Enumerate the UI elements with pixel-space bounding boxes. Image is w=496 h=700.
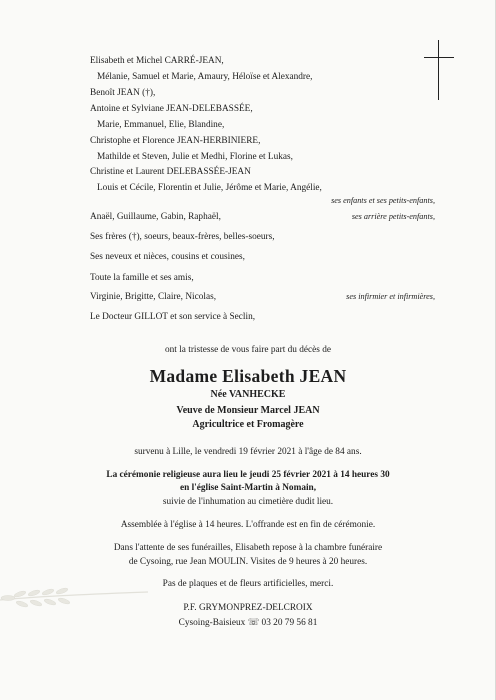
family-line: Antoine et Sylviane JEAN-DELEBASSÉE, — [90, 104, 253, 114]
ceremony-line-1: La cérémonie religieuse aura lieu le jeudi 25 février 2021 à 14 heures 30 — [106, 470, 390, 480]
funeral-home-contact: Cysoing-Baisieux ☏ 03 20 79 56 81 — [178, 618, 318, 628]
rest-line-2: de Cysoing, rue Jean MOULIN. Visites de 9 heures à 20 heures. — [128, 557, 368, 567]
maiden-name: Née VANHECKE — [210, 389, 286, 400]
family-line: Marie, Emmanuel, Elie, Blandine, — [97, 120, 225, 130]
family-line: Elisabeth et Michel CARRÉ-JEAN, — [90, 56, 224, 66]
assembly-text: Assemblée à l'église à 14 heures. L'offrande est en fin de cérémonie. — [120, 520, 376, 530]
family-line: Louis et Cécile, Florentin et Julie, Jérôme et Marie, Angélie, — [97, 183, 322, 193]
ceremony-line-2: en l'église Saint-Martin à Nomain, — [179, 483, 317, 493]
family-line: Mathilde et Steven, Julie et Medhi, Florine et Lukas, — [97, 152, 293, 162]
deceased-name: Madame Elisabeth JEAN — [149, 366, 347, 386]
cross-icon — [424, 40, 454, 100]
flowers-text: Pas de plaques et de fleurs artificielles, merci. — [162, 579, 334, 589]
family-line: Benoît JEAN (†), — [90, 88, 156, 98]
wheat-decoration-icon — [0, 578, 150, 618]
burial-text: suivie de l'inhumation au cimetière dudit lieu. — [162, 497, 334, 507]
widow-of: Veuve de Monsieur Marcel JEAN — [176, 405, 320, 416]
family-line: Mélanie, Samuel et Marie, Amaury, Héloïse et Alexandre, — [97, 72, 313, 82]
intro-text: ont la tristesse de vous faire part du décès de — [165, 345, 331, 355]
family-line: Ses neveux et nièces, cousins et cousines, — [90, 252, 245, 262]
family-line: Ses frères (†), soeurs, beaux-frères, belles-soeurs, — [90, 232, 275, 242]
family-line: Virginie, Brigitte, Claire, Nicolas, — [90, 292, 217, 302]
nurses-annotation: ses infirmier et infirmières, — [346, 292, 435, 301]
children-annotation: ses enfants et ses petits-enfants, — [331, 196, 435, 205]
family-line: Christine et Laurent DELEBASSÉE-JEAN — [90, 167, 251, 177]
family-line: Anaël, Guillaume, Gabin, Raphaël, — [90, 212, 221, 222]
funeral-home: P.F. GRYMONPREZ-DELCROIX — [183, 603, 313, 613]
family-line: Toute la famille et ses amis, — [90, 273, 194, 283]
family-line: Christophe et Florence JEAN-HERBINIERE, — [90, 136, 261, 146]
family-line: Le Docteur GILLOT et son service à Seclin, — [90, 312, 256, 322]
death-details: survenu à Lille, le vendredi 19 février 2021 à l'âge de 84 ans. — [134, 447, 362, 457]
great-grandchildren-annotation: ses arrière petits-enfants, — [351, 212, 435, 221]
occupation: Agricultrice et Fromagère — [192, 419, 304, 430]
rest-line-1: Dans l'attente de ses funérailles, Elisabeth repose à la chambre funéraire — [113, 543, 383, 553]
